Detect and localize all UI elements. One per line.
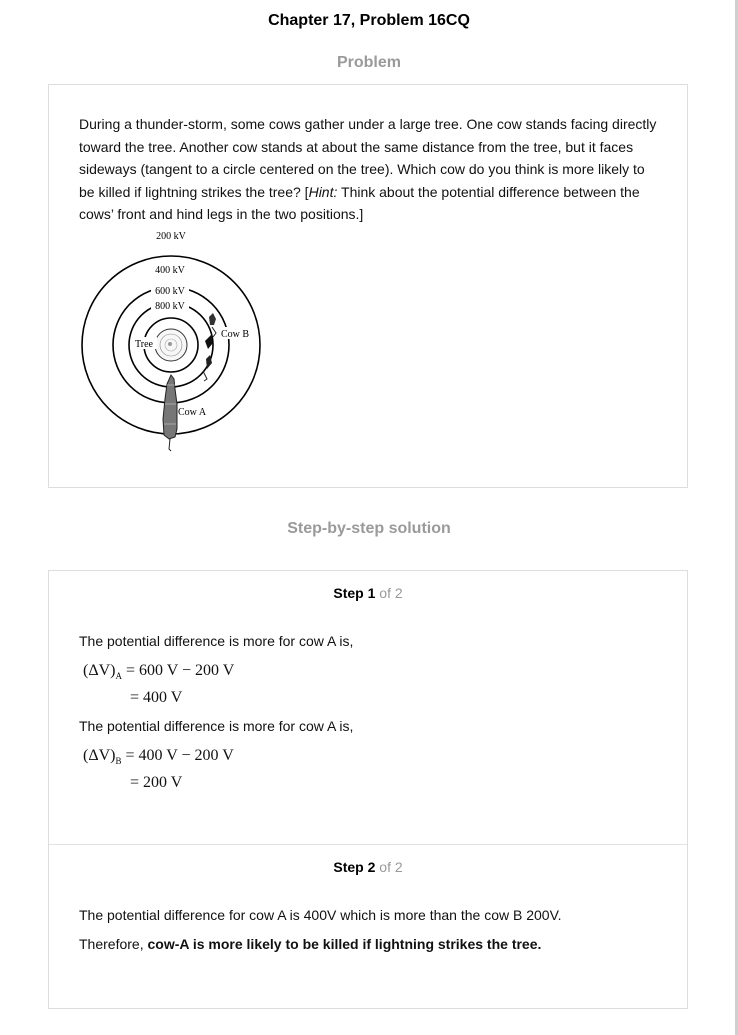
step-1-intro-a: The potential difference is more for cow A is, xyxy=(79,633,354,649)
label-cow-a: Cow A xyxy=(178,407,207,418)
eq-a-lhs: (ΔV) xyxy=(83,662,116,679)
step-divider xyxy=(49,844,687,845)
step-1-equation-b-result: = 200 V xyxy=(130,774,183,791)
eq-a-rhs: = 600 V − 200 V xyxy=(126,662,235,679)
step-1-of-label: of 2 xyxy=(379,585,403,601)
step-1-equation-b xyxy=(83,747,234,766)
step-1-label: Step 1 xyxy=(333,585,376,601)
eq-b-rhs: = 400 V − 200 V xyxy=(125,747,234,764)
step-1-equation-a xyxy=(83,662,234,681)
step-2-label: Step 2 xyxy=(333,859,376,875)
step-1-header xyxy=(49,585,687,601)
step-2-number: 2 xyxy=(367,859,376,875)
step-1-equation-a-result: = 400 V xyxy=(130,689,183,706)
label-800kv: 800 kV xyxy=(155,301,185,312)
solution-heading: Step-by-step solution xyxy=(287,520,451,537)
label-cow-b: Cow B xyxy=(221,329,250,340)
conclusion-bold: cow-A is more likely to be killed if lightning strikes the tree. xyxy=(147,936,542,952)
tree-stump xyxy=(155,329,187,361)
conclusion-prefix: Therefore, xyxy=(79,936,148,952)
page-title: Chapter 17, Problem 16CQ xyxy=(268,12,470,29)
step-1-number: 1 xyxy=(367,585,376,601)
step-2-header xyxy=(49,859,687,875)
problem-text xyxy=(79,113,664,226)
label-400kv: 400 kV xyxy=(155,265,185,276)
step-2-statement: The potential difference for cow A is 400V which is more than the cow B 200V. xyxy=(79,907,562,923)
problem-text-main: During a thunder-storm, some cows gather under a large tree. One cow stands facing directly toward the tree. Another cow stands at about the same distance from the tree, but it faces sideways (tangent to a circle centered on the tree). Which cow do you think is more likely to be killed if lightning strikes the tree? [ xyxy=(79,116,657,200)
eq-b-sub: B xyxy=(115,756,122,767)
step-2-conclusion xyxy=(79,936,541,952)
hint-label: Hint: xyxy=(308,183,338,200)
problem-text-hint: Think about the potential difference between the cows’ front and hind legs in the two positions.] xyxy=(79,183,640,222)
eq-b-lhs: (ΔV) xyxy=(83,747,116,764)
label-600kv: 600 kV xyxy=(155,286,185,297)
equipotential-figure xyxy=(79,229,279,464)
problem-box xyxy=(48,84,688,488)
eq-a-sub: A xyxy=(115,671,122,682)
equipotential-diagram xyxy=(79,229,279,459)
step-2-of-label: of 2 xyxy=(379,859,403,875)
label-200kv: 200 kV xyxy=(156,231,186,242)
label-tree: Tree xyxy=(135,339,153,350)
solution-box xyxy=(48,570,688,1009)
step-1-intro-b: The potential difference is more for cow A is, xyxy=(79,718,354,734)
problem-heading: Problem xyxy=(336,54,401,71)
